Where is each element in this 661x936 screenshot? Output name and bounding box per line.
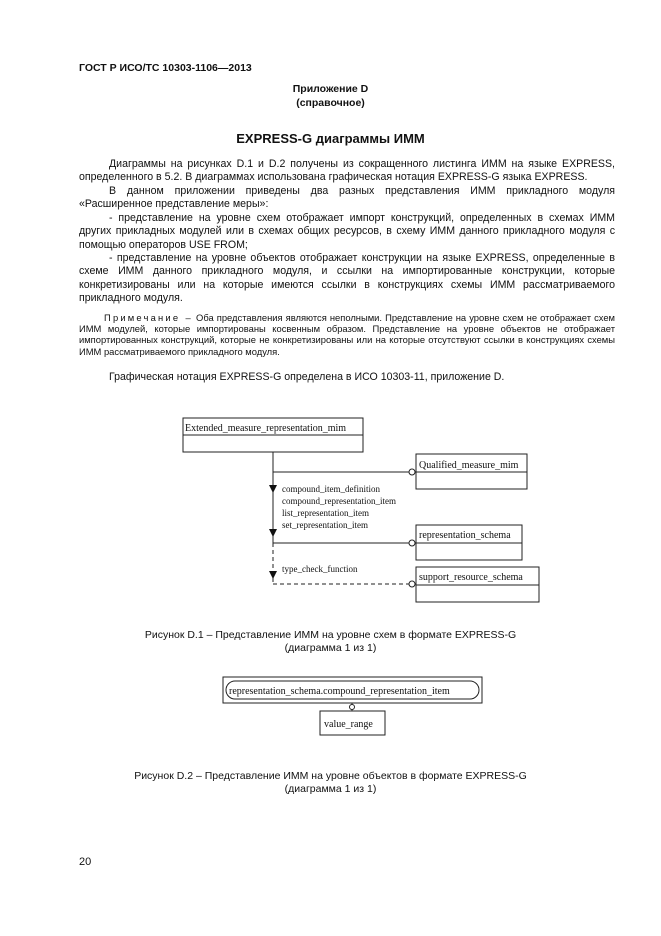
appendix-title: Приложение D (292, 83, 369, 95)
section-title: EXPRESS-G диаграммы ИММ (236, 131, 425, 146)
paragraph-3: - представление на уровне схем отображает импорт конструкций, определенных в схемах ИММ других прикладных модулей или в схемах общих ресурсов, в схему ИММ данного прикладного модуля с помощью операторов USE FROM; (79, 212, 615, 251)
document-header: ГОСТ Р ИСО/ТС 10303-1106—2013 (79, 62, 252, 74)
support-link-circle (409, 581, 415, 587)
qualified-link-circle (409, 469, 415, 475)
use-from-item: set_representation_item (282, 520, 368, 530)
reference-item: type_check_function (282, 564, 358, 574)
note (79, 312, 615, 357)
support-resource-label: support_resource_schema (419, 572, 523, 583)
note-label: Примечание – (104, 312, 193, 323)
use-from-arrow-2 (269, 529, 277, 537)
figure-1-caption (0, 629, 661, 655)
note-text: Оба представления являются неполными. Представление на уровне схем не отображает схем ИММ модулей, которые импортированы косвенным образом. Представление на уровне объектов не отображает импортированных конструкций, которые не конкретизированы или на которые отсутствуют ссылки в конструкциях схемы ИММ рассматриваемого прикладного модуля. (79, 312, 616, 357)
representation-schema-label: representation_schema (419, 530, 511, 541)
figure-2-caption (0, 770, 661, 796)
paragraph-4: - представление на уровне объектов отображает конструкции на языке EXPRESS, определенные в схеме ИММ данного прикладного модуля, и ссылки на импортированные конструкции, которые конкретизированы или на которые имеются ссылки в конструкциях схемы ИММ рассматриваемого прикладного модуля. (79, 252, 615, 304)
use-from-item: list_representation_item (282, 508, 369, 518)
figure-1-caption-line2: (диаграмма 1 из 1) (284, 642, 377, 654)
use-from-arrow-1 (269, 485, 277, 493)
figure-2-caption-line1: Рисунок D.2 – Представление ИММ на уровне объектов в формате EXPRESS-G (134, 770, 527, 782)
figure-1-diagram (0, 405, 661, 610)
type-link-circle (350, 705, 355, 710)
figure-1-caption-line1: Рисунок D.1 – Представление ИММ на уровне схем в формате EXPRESS-G (144, 629, 517, 641)
paragraph-2: В данном приложении приведены два разных представления ИММ прикладного модуля «Расширенное представление меры»: (79, 185, 615, 211)
use-from-item: compound_item_definition (282, 484, 380, 494)
type-label: value_range (324, 719, 373, 730)
appendix-subtitle: (справочное) (296, 97, 365, 109)
page-number: 20 (79, 856, 92, 868)
figure-2-diagram (0, 670, 661, 745)
main-schema-label: Extended_measure_representation_mim (185, 423, 347, 434)
notation-paragraph: Графическая нотация EXPRESS-G определена в ИСО 10303-11, приложение D. (109, 371, 505, 383)
use-from-item: compound_representation_item (282, 496, 396, 506)
entity-label: representation_schema.compound_representation_item (229, 686, 450, 697)
qualified-measure-label: Qualified_measure_mim (419, 460, 519, 471)
paragraph-1: Диаграммы на рисунках D.1 и D.2 получены из сокращенного листинга ИММ на языке EXPRESS, определенного в 5.2. В диаграммах использована графическая нотация EXPRESS-G языка EXPRESS. (79, 158, 615, 184)
appendix-heading (0, 82, 661, 110)
representation-link-circle (409, 540, 415, 546)
reference-arrow (269, 571, 277, 579)
figure-2-caption-line2: (диаграмма 1 из 1) (284, 783, 377, 795)
